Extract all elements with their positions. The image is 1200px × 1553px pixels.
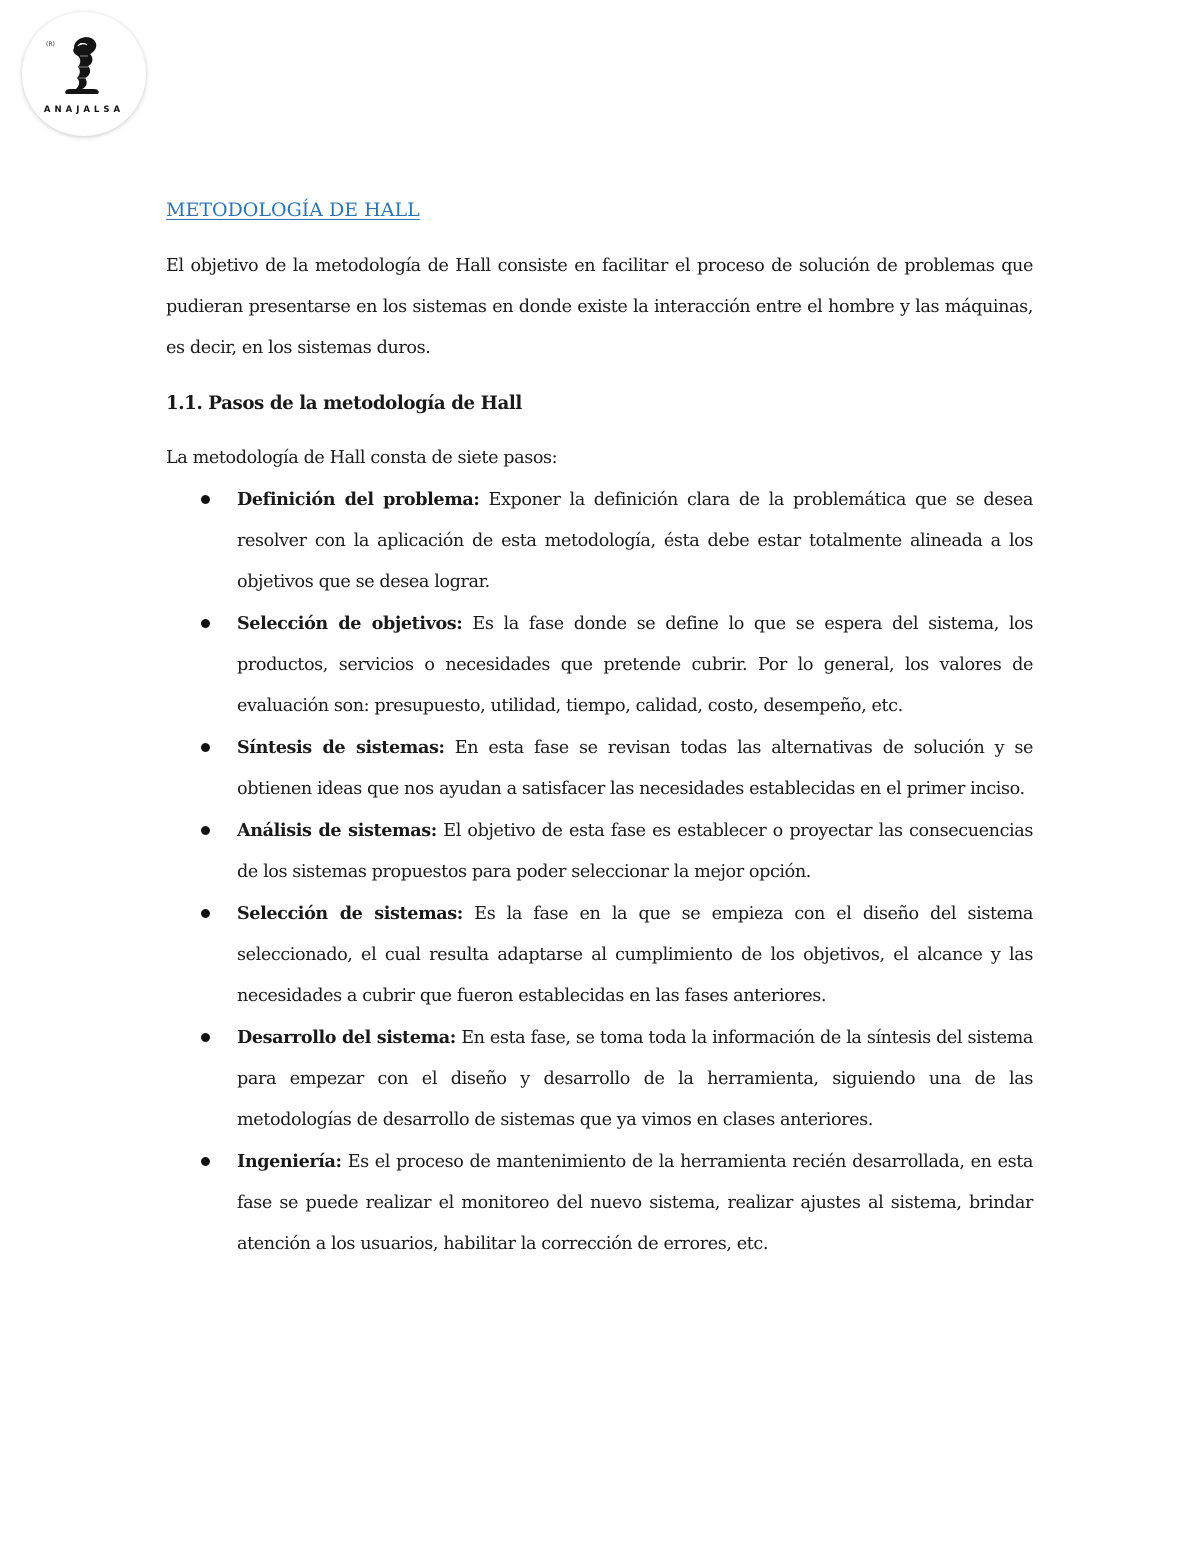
step-text: Es la fase en la que se empieza con el diseño del sistema seleccionado, el cual resulta adaptarse al cumplimiento de los objetivos, el alcance y las necesidades a cubrir que fueron establecidas en las fases anteriores. (237, 904, 1034, 1006)
list-item (237, 893, 1033, 1017)
list-item (237, 727, 1033, 810)
list-item (237, 603, 1033, 727)
list-item (237, 1017, 1033, 1141)
list-item (237, 1141, 1033, 1265)
step-term: Desarrollo del sistema: (237, 1027, 456, 1048)
steps-list (166, 479, 1033, 1265)
list-item (237, 479, 1033, 603)
steps-intro: La metodología de Hall consta de siete pasos: (166, 448, 558, 468)
step-term: Ingeniería: (237, 1151, 342, 1172)
step-text: En esta fase se revisan todas las alternativas de solución y se obtienen ideas que nos ayudan a satisfacer las necesidades establecidas en el primer inciso. (237, 738, 1033, 799)
step-term: Definición del problema: (237, 489, 480, 510)
list-item (237, 810, 1033, 893)
bullet-icon (201, 495, 210, 504)
step-term: Selección de objetivos: (237, 613, 463, 634)
step-text: El objetivo de esta fase es establecer o proyectar las consecuencias de los sistemas propuestos para poder seleccionar la mejor opción. (237, 821, 1033, 882)
bullet-icon (201, 1157, 210, 1166)
step-term: Selección de sistemas: (237, 903, 463, 924)
step-text: En esta fase, se toma toda la información de la síntesis del sistema para empezar con el diseño y desarrollo de la herramienta, siguiendo una de las metodologías de desarrollo de sistemas que ya vimos en clases anteriores. (237, 1028, 1033, 1130)
step-text: Exponer la definición clara de la problemática que se desea resolver con la aplicación de esta metodología, ésta debe estar totalmente alineada a los objetivos que se desea lograr. (237, 490, 1033, 592)
step-text: Es la fase donde se define lo que se espera del sistema, los productos, servicios o necesidades que pretende cubrir. Por lo general, los valores de evaluación son: presupuesto, utilidad, tiempo, calidad, costo, desempeño, etc. (237, 614, 1033, 716)
bullet-icon (201, 619, 210, 628)
intro-paragraph: El objetivo de la metodología de Hall consiste en facilitar el proceso de solución de problemas que pudieran presentarse en los sistemas en donde existe la interacción entre el hombre y las máquinas, es decir, en los sistemas duros. (166, 256, 1033, 358)
bullet-icon (201, 909, 210, 918)
section-heading: 1.1. Pasos de la metodología de Hall (166, 393, 522, 414)
document-body (166, 246, 1033, 1265)
logo-wordmark: ANAJALSA (43, 105, 125, 115)
step-term: Síntesis de sistemas: (237, 737, 445, 758)
document-title: METODOLOGÍA DE HALL (166, 199, 420, 221)
step-text: Es el proceso de mantenimiento de la herramienta recién desarrollada, en esta fase se puede realizar el monitoreo del nuevo sistema, realizar ajustes al sistema, brindar atención a los usuarios, habilitar la corrección de errores, etc. (237, 1152, 1033, 1254)
bullet-icon (201, 743, 210, 752)
bullet-icon (201, 1033, 210, 1042)
anajalsa-logo (22, 12, 146, 136)
step-term: Análisis de sistemas: (237, 820, 437, 841)
snake-emblem-icon (22, 12, 146, 136)
bullet-icon (201, 826, 210, 835)
registered-mark: (R) (46, 41, 55, 48)
